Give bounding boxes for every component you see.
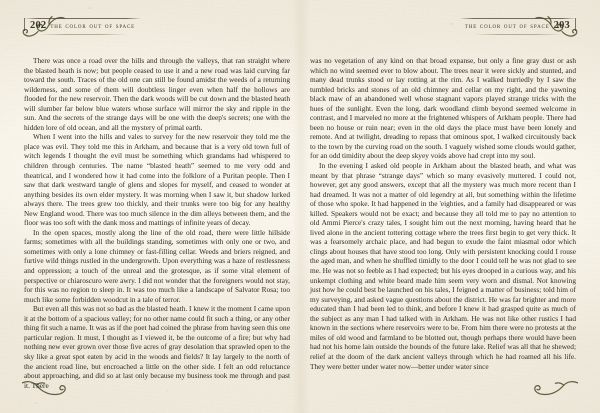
rule-cap-left — [24, 18, 25, 31]
paper-fleck — [35, 402, 38, 404]
paper-fleck — [166, 390, 168, 392]
running-title-right: the color out of space — [464, 21, 550, 30]
running-head-rule-left — [24, 20, 141, 34]
running-head-right — [459, 14, 576, 40]
paragraph: When I went into the hills and vales to survey for the new reservoir they told me the place was evil. They told me this in Arkham, and because that is a very old town full of witch legends I thought the evil must be something which grandams had whispered to children through centuries. The name “blasted heath” seemed to me very odd and theatrical, and I wondered how it had come into the folklore of a Puritan people. Then I saw that dark westward tangle of glens and slopes for myself, and ceased to wonder at anything besides its own elder mystery. It was morning when I saw it, but shadow lurked always there. The trees grew too thickly, and their trunks were too big for any healthy New England wood. There was too much silence in the dim alleys between them, and the floor was too soft with the dank moss and mattings of infinite years of decay. — [24, 132, 290, 228]
paper-fleck — [450, 23, 453, 25]
paragraph: was no vegetation of any kind on that broad expanse, but only a fine gray dust or ash which no wind seemed ever to blow about. The trees near it were sickly and stunted, and many dead trunks stood or lay rotting at the rim. As I walked hurriedly by I saw the tumbled bricks and stones of an old chimney and cellar on my right, and the yawning black maw of an abandoned well whose stagnant vapors played strange tricks with the hues of the sunlight. Even the long, dark woodland climb beyond seemed welcome in contrast, and I marveled no more at the frightened whispers of Arkham people. There had been no house or ruin near; even in the old days the place must have been lonely and remote. And at twilight, dreading to repass that ominous spot, I walked circuitously back to the town by the curving road on the south. I vaguely wished some clouds would gather, for an odd timidity about the deep skyey voids above had crept into my soul. — [310, 56, 576, 161]
vine-flourish-bottom-right-icon — [526, 379, 578, 401]
running-head-left — [24, 14, 141, 40]
paragraph: In the evening I asked old people in Arkham about the blasted heath, and what was meant by that phrase “strange days” which so many evasively muttered. I could not, however, get any good answers, except that all the mystery was much more recent than I had dreamed. It was not a matter of old legendry at all, but something within the lifetime of those who spoke. It had happened in the 'eighties, and a family had disappeared or was killed. Speakers would not be exact; and because they all told me to pay no attention to old Ammi Pierce's crazy tales, I sought him out the next morning, having heard that he lived alone in the ancient tottering cottage where the trees first begin to get very thick. It was a fearsomely archaic place, and had begun to exude the faint miasmal odor which clings about houses that have stood too long. Only with persistent knocking could I rouse the aged man, and when he shuffled timidly to the door I could tell he was not glad to see me. He was not so feeble as I had expected; but his eyes drooped in a curious way, and his unkempt clothing and white beard made him seem very worn and dismal. Not knowing just how he could best be launched on his tales, I feigned a matter of business; told him of my surveying, and asked vague questions about the district. He was far brighter and more educated than I had been led to think, and before I knew it had grasped quite as much of the subject as any man I had talked with in Arkham. He was not like other rustics I had known in the sections where reservoirs were to be. From him there were no protests at the miles of old wood and farmland to be blotted out, though perhaps there would have been had not his home lain outside the bounds of the future lake. Relief was all that he shewed; relief at the doom of the dark ancient valleys through which he had roamed all his life. They were better under water now—better under water since — [310, 161, 576, 371]
folio-right: 203 — [553, 20, 570, 31]
paragraph: There was once a road over the hills and through the valleys, that ran straight where the blasted heath is now; but people ceased to use it and a new road was laid curving far toward the south. Traces of the old one can still be found amidst the weeds of a returning wilderness, and some of them will doubtless linger even when half the hollows are flooded for the new reservoir. Then the dark woods will be cut down and the blasted heath will slumber far below blue waters whose surface will mirror the sky and ripple in the sun. And the secrets of the strange days will be one with the deep's secrets; one with the hidden lore of old ocean, and all the mystery of primal earth. — [24, 56, 290, 132]
paper-fleck — [290, 230, 292, 232]
paragraph: In the open spaces, mostly along the line of the old road, there were little hillside farms; sometimes with all the buildings standing, sometimes with only one or two, and sometimes with only a lone chimney or fast-filling cellar. Weeds and briers reigned, and furtive wild things rustled in the undergrowth. Upon everything was a haze of restlessness and oppression; a touch of the unreal and the grotesque, as if some vital element of perspective or chiaroscuro were awry. I did not wonder that the foreigners would not stay, for this was no region to sleep in. It was too much like a landscape of Salvator Rosa; too much like some forbidden woodcut in a tale of terror. — [24, 227, 290, 304]
page-gutter — [292, 0, 310, 413]
running-head-rule-right — [459, 20, 576, 34]
paper-fleck — [88, 7, 91, 9]
rule-cap-right — [575, 18, 576, 31]
paragraph: But even all this was not so bad as the blasted heath. I knew it the moment I came upon it at the bottom of a spacious valley; for no other name could fit such a thing, or any other thing fit such a name. It was as if the poet had coined the phrase from having seen this one particular region. It must, I thought as I viewed it, be the outcome of a fire; but why had nothing new ever grown over those five acres of gray desolation that sprawled open to the sky like a great spot eaten by acid in the woods and fields? It lay largely to the north of the ancient road line, but encroached a little on the other side. I felt an odd reluctance about approaching, and did so at last only because my business took me through and past it. There — [24, 304, 290, 390]
running-title-left: the color out of space — [50, 21, 136, 30]
body-text-left-page — [24, 56, 290, 390]
body-text-right-page — [310, 56, 576, 371]
folio-left: 202 — [30, 20, 47, 31]
